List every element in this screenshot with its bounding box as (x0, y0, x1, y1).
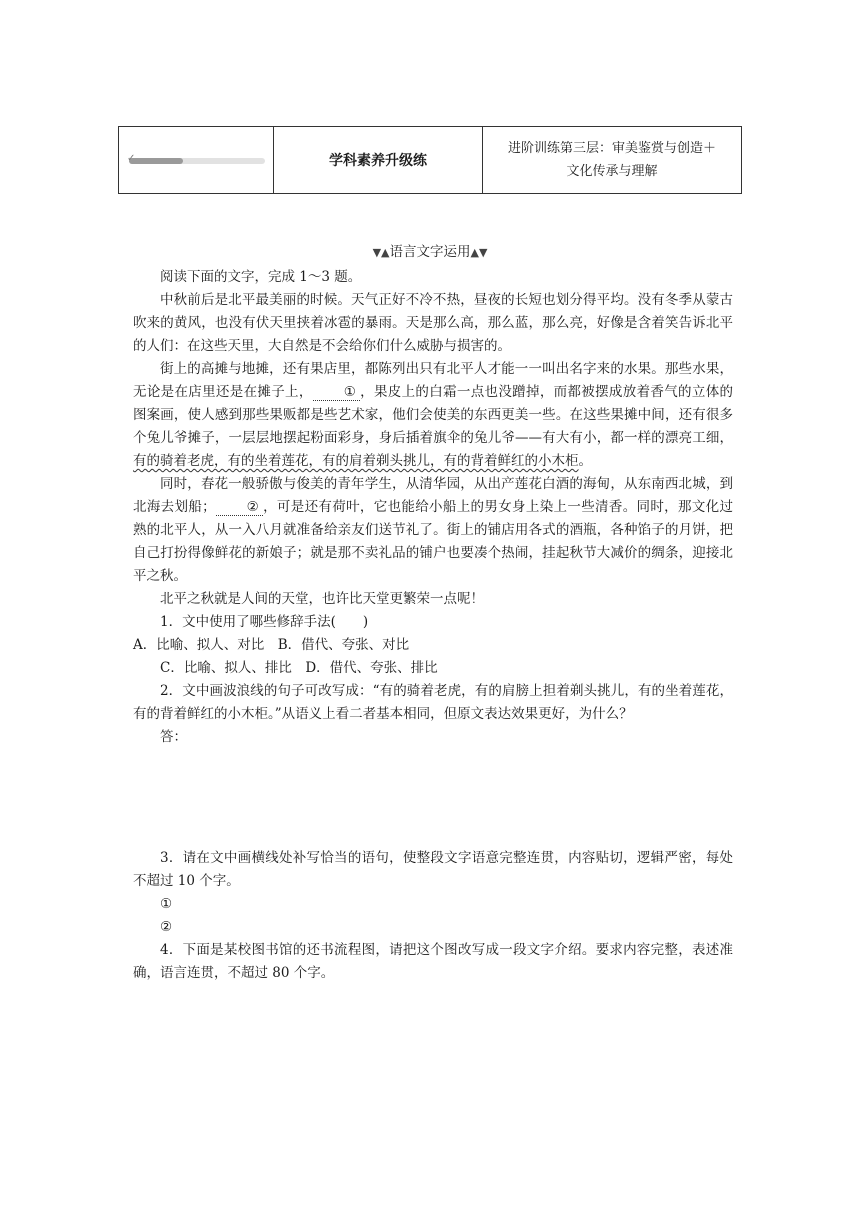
triangle-down-icon: ▼ (478, 246, 488, 259)
answer-label: 答： (160, 729, 187, 745)
paragraph-2-text-b: ，果皮上的白霜一点也没蹭掉，而都被摆成放着香气的立体的图案画，使人感到那些果贩都是些艺术家，他们会使美的东西更美一些。在这些果摊中间，还有很多个兔儿爷摊子，一层层地摆起粉面彩身，身后插着旗伞的兔儿爷——有大有小，都一样的漂亮工细， (133, 384, 734, 446)
passage-paragraph-4: 北平之秋就是人间的天堂，也许比天堂更繁荣一点呢！ (160, 591, 484, 607)
paragraph-3-text-b: ，可是还有荷叶，它也能给小船上的男女身上染上一些清香。同时，那文化过熟的北平人，从一入八月就准备给亲友们送节礼了。街上的铺店用各式的酒瓶，各种馅子的月饼，把自己打扮得像鲜花的新娘子；就是那不卖礼品的铺户也要凑个热闹，挂起秋节大减价的绸条，迎接北平之秋。 (133, 499, 734, 584)
triangle-down-icon: ▼ (372, 246, 382, 259)
progress-fill (129, 158, 183, 164)
question-3-blank-1: ① (160, 896, 173, 912)
paragraph-3-text-a: 同时，春花一般骄傲与俊美的青年学生，从清华园，从出产莲花白酒的海甸，从东南西北城，到北海去划船； (133, 476, 733, 515)
fill-blank-1: ① (313, 384, 360, 401)
wavy-underlined-sentence: 有的骑着老虎，有的坐着莲花，有的肩着剃头挑儿，有的背着鲜红的小木柜 (133, 453, 579, 469)
training-level (482, 127, 741, 193)
question-4-stem: 4．下面是某校图书馆的还书流程图，请把这个图改写成一段文字介绍。要求内容完整，表述准确，语言连贯，不超过 80 个字。 (133, 942, 733, 981)
page-title: 学科素养升级练 (273, 127, 482, 193)
progress-bar (129, 158, 265, 164)
progress-cell (119, 127, 273, 193)
paragraph-2-text-c: 。 (578, 453, 592, 469)
answer-space (133, 749, 733, 847)
question-1-options-ab: A．比喻、拟人、对比 B．借代、夸张、对比 (133, 637, 410, 653)
document-body (133, 266, 733, 985)
training-level-line2: 文化传承与理解 (566, 164, 658, 179)
section-heading (0, 243, 860, 262)
question-1-options-cd: C．比喻、拟人、排比 D．借代、夸张、排比 (160, 660, 438, 676)
question-3-blank-2: ② (160, 919, 173, 935)
triangle-up-icon: ▲ (381, 246, 390, 259)
question-3-stem: 3．请在文中画横线处补写恰当的语句，使整段文字语意完整连贯，内容贴切，逻辑严密，每处不超过 10 个字。 (133, 850, 733, 889)
paragraph-2-text-a: 街上的高摊与地摊，还有果店里，都陈列出只有北平人才能一一叫出名字来的水果。那些水果，无论是在店里还是在摊子上， (133, 361, 733, 400)
question-2-stem: 2．文中画波浪线的句子可改写成：“有的骑着老虎，有的肩膀上担着剃头挑儿，有的坐着莲花，有的背着鲜红的小木柜。”从语义上看二者基本相同，但原文表达效果更好，为什么？ (133, 683, 733, 722)
passage-intro: 阅读下面的文字，完成 1～3 题。 (160, 269, 362, 285)
section-title: 语言文字运用 (389, 244, 471, 260)
question-1-stem: 1．文中使用了哪些修辞手法( ) (160, 614, 369, 630)
fill-blank-2: ② (216, 499, 263, 516)
passage-paragraph-2 (133, 358, 733, 473)
passage-paragraph-3 (133, 473, 733, 588)
passage-paragraph-1: 中秋前后是北平最美丽的时候。天气正好不冷不热，昼夜的长短也划分得平均。没有冬季从蒙古吹来的黄风，也没有伏天里挟着冰雹的暴雨。天是那么高，那么蓝，那么亮，好像是含着笑告诉北平的人们：在这些天里，大自然是不会给你们什么威胁与损害的。 (133, 292, 733, 354)
triangle-up-icon: ▲ (470, 246, 479, 259)
header-table (118, 126, 742, 194)
training-level-line1: 进阶训练第三层：审美鉴赏与创造＋ (507, 141, 716, 156)
check-icon: ✓ (127, 153, 136, 164)
